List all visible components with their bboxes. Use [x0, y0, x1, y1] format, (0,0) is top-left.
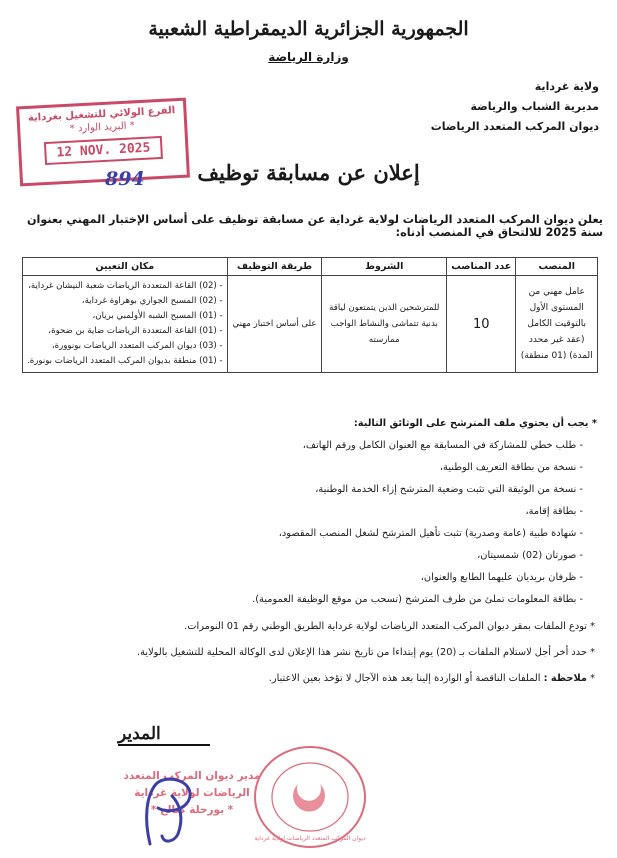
- director-stamp-line-2: الرياضات لولاية غرداية: [134, 787, 250, 799]
- positions-table: [22, 257, 598, 373]
- header-count: عدد المناصب: [447, 258, 516, 276]
- list-item: - نسخة من بطاقة التعريف الوطنية،: [439, 462, 583, 473]
- seal-text: ديوان المركب المتعدد الرياضات لولاية غرداية: [254, 835, 366, 842]
- place-item: - (01) القاعة المتعددة الرياضات ضاية بن ضحوة،: [48, 326, 223, 336]
- documents-section: [17, 418, 597, 611]
- deadline-note: * حدد أخر أجل لاستلام الملفات بـ (20) يوم إبتداءا من تاريخ نشر هذا الإعلان لدى الوكالة المحلية للتشغيل بالولاية.: [137, 647, 595, 658]
- list-item: - طلب خطي للمشاركة في المسابقة مع العنوان الكامل ورقم الهاتف،: [302, 440, 583, 451]
- list-item: - نسخة من الوثيقة التي تثبت وضعية المترشح إزاء الخدمة الوطنية،: [315, 484, 583, 495]
- place-item: - (03) ديوان المركب المتعدد الرياضات بونوورة،: [51, 341, 223, 351]
- cell-places: [23, 276, 228, 373]
- documents-heading: * يجب أن يحتوي ملف المترشح على الوثائق التالية:: [353, 418, 597, 429]
- ministry-heading: وزارة الرياضة: [268, 50, 349, 64]
- list-item: - ظرفان بريديان عليهما الطابع والعنوان،: [420, 572, 583, 583]
- cell-post: عامل مهني من المستوى الأول بالتوقيت الكامل (عقد غير محدد المدة) (01 منطقة): [516, 276, 598, 373]
- announcement-title: إعلان عن مسابقة توظيف: [197, 160, 420, 185]
- cell-conditions: للمترشحين الذين يتمتعون لياقة بدنية تتماشى والنشاط الواجب ممارسته: [322, 276, 447, 373]
- republic-heading: الجمهورية الجزائرية الديمقراطية الشعبية: [148, 18, 469, 40]
- list-item: - صورتان (02) شمسيتان،: [477, 550, 583, 561]
- remark-note: * ملاحظة : الملفات الناقصة أو الواردة إلينا بعد هذه الآجال لا تؤخذ بعين الاعتبار.: [268, 673, 595, 684]
- header-place: مكان التعيين: [23, 258, 228, 276]
- place-item: - (01) منطقة بديوان المركب المتعدد الرياضات بونورة.: [27, 356, 223, 366]
- table-row: [23, 276, 598, 373]
- cell-count: 10: [447, 276, 516, 373]
- list-item: - بطاقة المعلومات تملئ من طرف المترشح (تسحب من موقع الوظيفة العمومية).: [252, 594, 583, 605]
- director-stamp-line-1: مدير ديوان المركب المتعدد: [123, 770, 261, 782]
- deposit-note: * تودع الملفات بمقر ديوان المركب المتعدد الرياضات لولاية غرداية الطريق الوطني رقم 01 النومرات.: [184, 621, 595, 632]
- header-post: المنصب: [516, 258, 598, 276]
- list-item: - بطاقة إقامة،: [525, 506, 583, 517]
- directorate-label: مديرية الشباب والرياضة: [470, 100, 599, 113]
- stamp-line-1: الفرع الولائي للتشغيل بغرداية: [27, 105, 176, 124]
- remark-label: ملاحظة :: [543, 673, 587, 684]
- table-header-row: [23, 258, 598, 276]
- list-item: - شهادة طبية (عامة وصدرية) تثبت تأهيل المترشح لشغل المنصب المقصود،: [278, 528, 583, 539]
- header-method: طريقة التوظيف: [227, 258, 322, 276]
- office-label: ديوان المركب المتعدد الرياضات: [430, 120, 599, 133]
- cell-method: على أساس اختبار مهني: [227, 276, 322, 373]
- place-item: - (02) القاعة المتعددة الرياضات شعبة النيشان غرداية،: [28, 281, 223, 291]
- signature-underline: [118, 744, 210, 746]
- director-stamp-line-3: * بورحلة صالح *: [150, 804, 234, 816]
- header-conditions: الشروط: [322, 258, 447, 276]
- stamp-line-2: * البريد الوارد *: [69, 120, 135, 135]
- place-item: - (01) المسبح الشبه الأولمبي بريان،: [92, 311, 223, 321]
- handwritten-number: 894: [105, 168, 145, 190]
- notes-section: [15, 617, 595, 695]
- director-title: المدير: [118, 724, 161, 744]
- intro-paragraph: يعلن ديوان المركب المتعدد الرياضات لولاية غرداية عن مسابقة توظيف على أساس الإختبار المهني بعنوان سنة 2025 للالتحاق في المنصب أدناه:: [26, 213, 603, 239]
- stamp-date: 12 NOV. 2025: [44, 136, 163, 165]
- handwritten-signature: [122, 774, 212, 849]
- place-item: - (02) المسبح الجواري بوهراوة غرداية،: [81, 296, 223, 306]
- wilaya-label: ولاية غرداية: [534, 80, 599, 93]
- documents-list: [17, 435, 597, 611]
